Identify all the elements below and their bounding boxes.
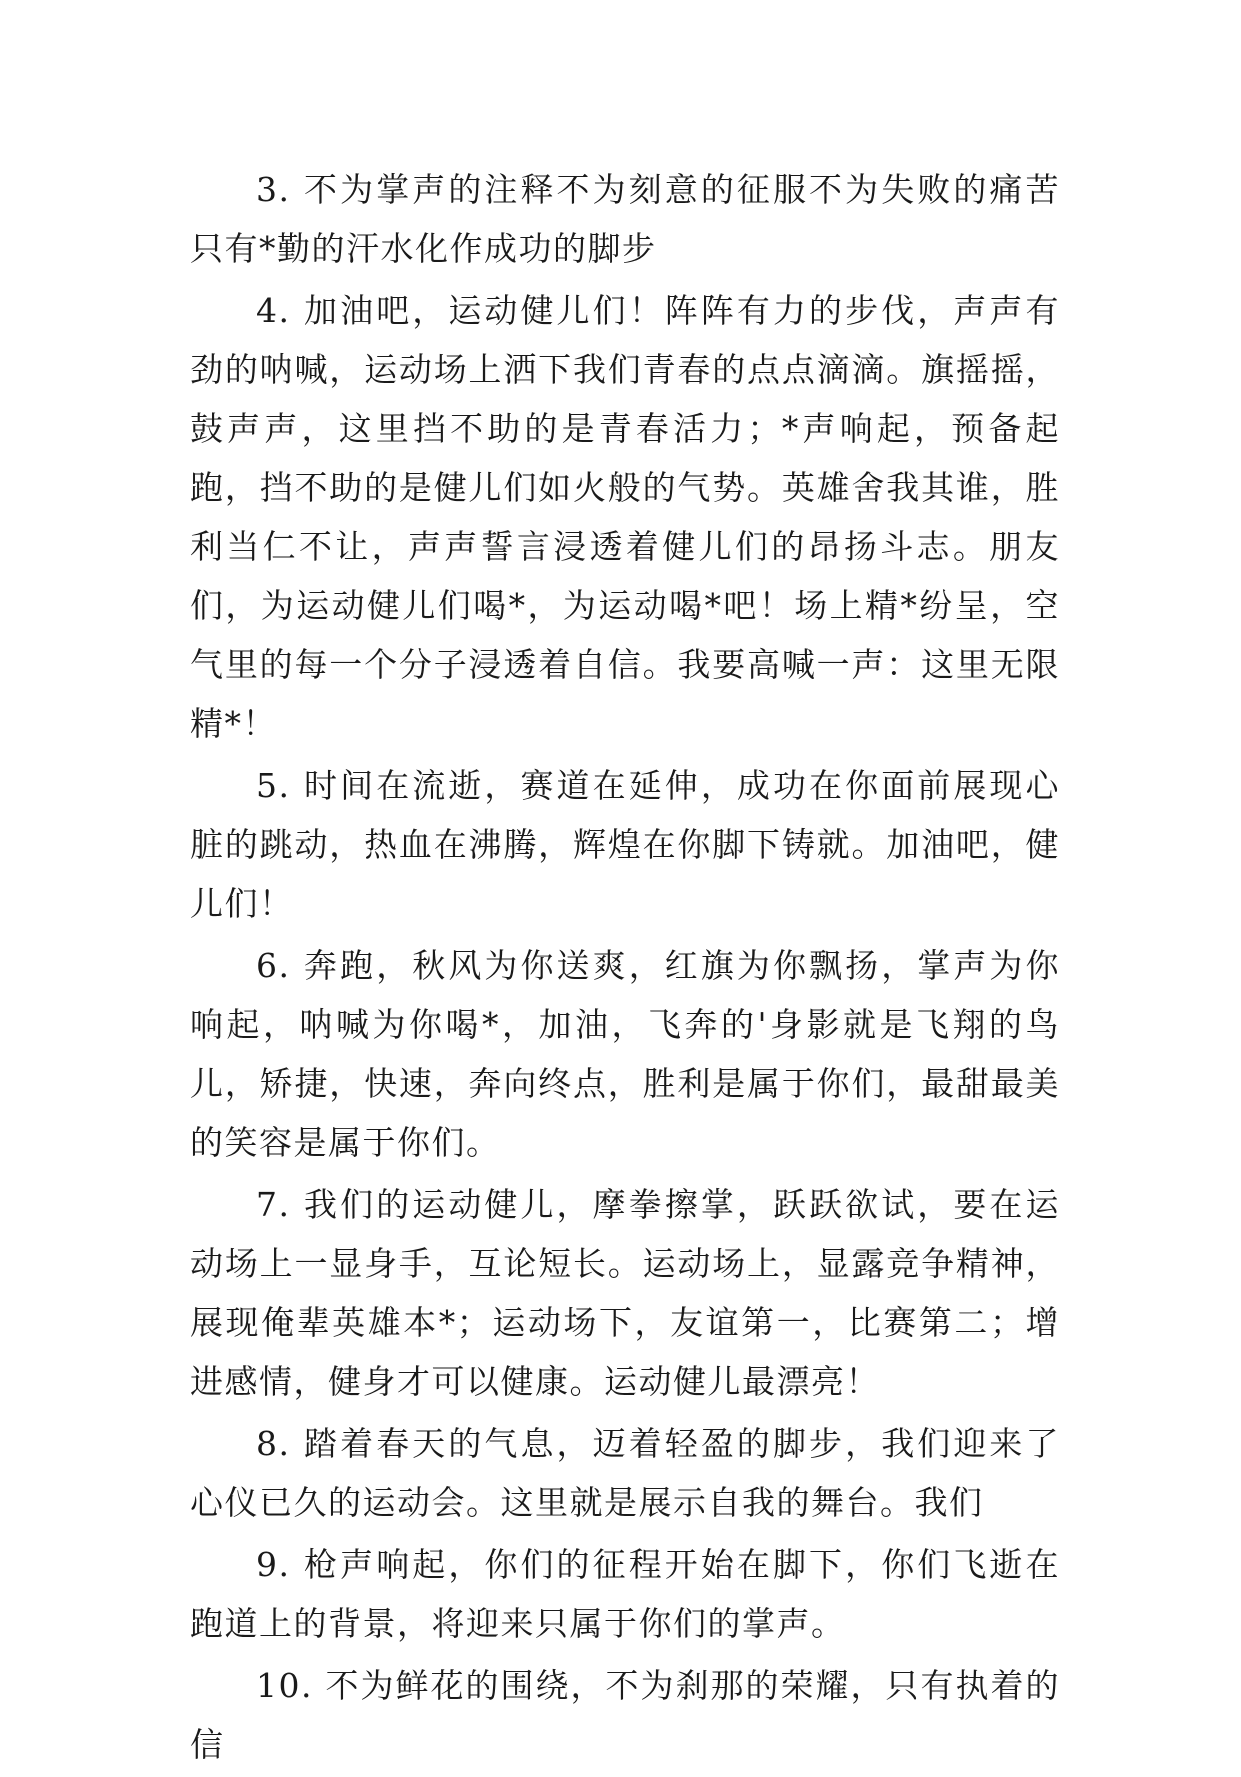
paragraph-6: 6. 奔跑，秋风为你送爽，红旗为你飘扬，掌声为你响起，呐喊为你喝*，加油，飞奔的'身影就是飞翔的鸟儿，矫捷，快速，奔向终点，胜利是属于你们，最甜最美的笑容是属于你们。 [190, 946, 1060, 1162]
paragraph-9: 9. 枪声响起，你们的征程开始在脚下，你们飞逝在跑道上的背景，将迎来只属于你们的掌声。 [190, 1545, 1060, 1643]
paragraph-4: 4. 加油吧，运动健儿们！阵阵有力的步伐，声声有劲的呐喊，运动场上洒下我们青春的点点滴滴。旗摇摇，鼓声声，这里挡不助的是青春活力；*声响起，预备起跑，挡不助的是健儿们如火般的气势。英雄舍我其谁，胜利当仁不让，声声誓言浸透着健儿们的昂扬斗志。朋友们，为运动健儿们喝*，为运动喝*吧！场上精*纷呈，空气里的每一个分子浸透着自信。我要高喊一声：这里无限精*！ [190, 291, 1060, 743]
document-body [190, 160, 1060, 1777]
paragraph-5: 5. 时间在流逝，赛道在延伸，成功在你面前展现心脏的跳动，热血在沸腾，辉煌在你脚下铸就。加油吧，健儿们！ [190, 766, 1060, 923]
paragraph-8: 8. 踏着春天的气息，迈着轻盈的脚步，我们迎来了心仪已久的运动会。这里就是展示自我的舞台。我们 [190, 1424, 1060, 1522]
paragraph-3: 3. 不为掌声的注释不为刻意的征服不为失败的痛苦只有*勤的汗水化作成功的脚步 [190, 170, 1060, 268]
paragraph-7: 7. 我们的运动健儿，摩拳擦掌，跃跃欲试，要在运动场上一显身手，互论短长。运动场上，显露竞争精神，展现俺辈英雄本*；运动场下，友谊第一，比赛第二；增进感情，健身才可以健康。运动健儿最漂亮！ [190, 1185, 1060, 1401]
paragraph-10: 10. 不为鲜花的围绕，不为刹那的荣耀，只有执着的信 [190, 1666, 1060, 1764]
